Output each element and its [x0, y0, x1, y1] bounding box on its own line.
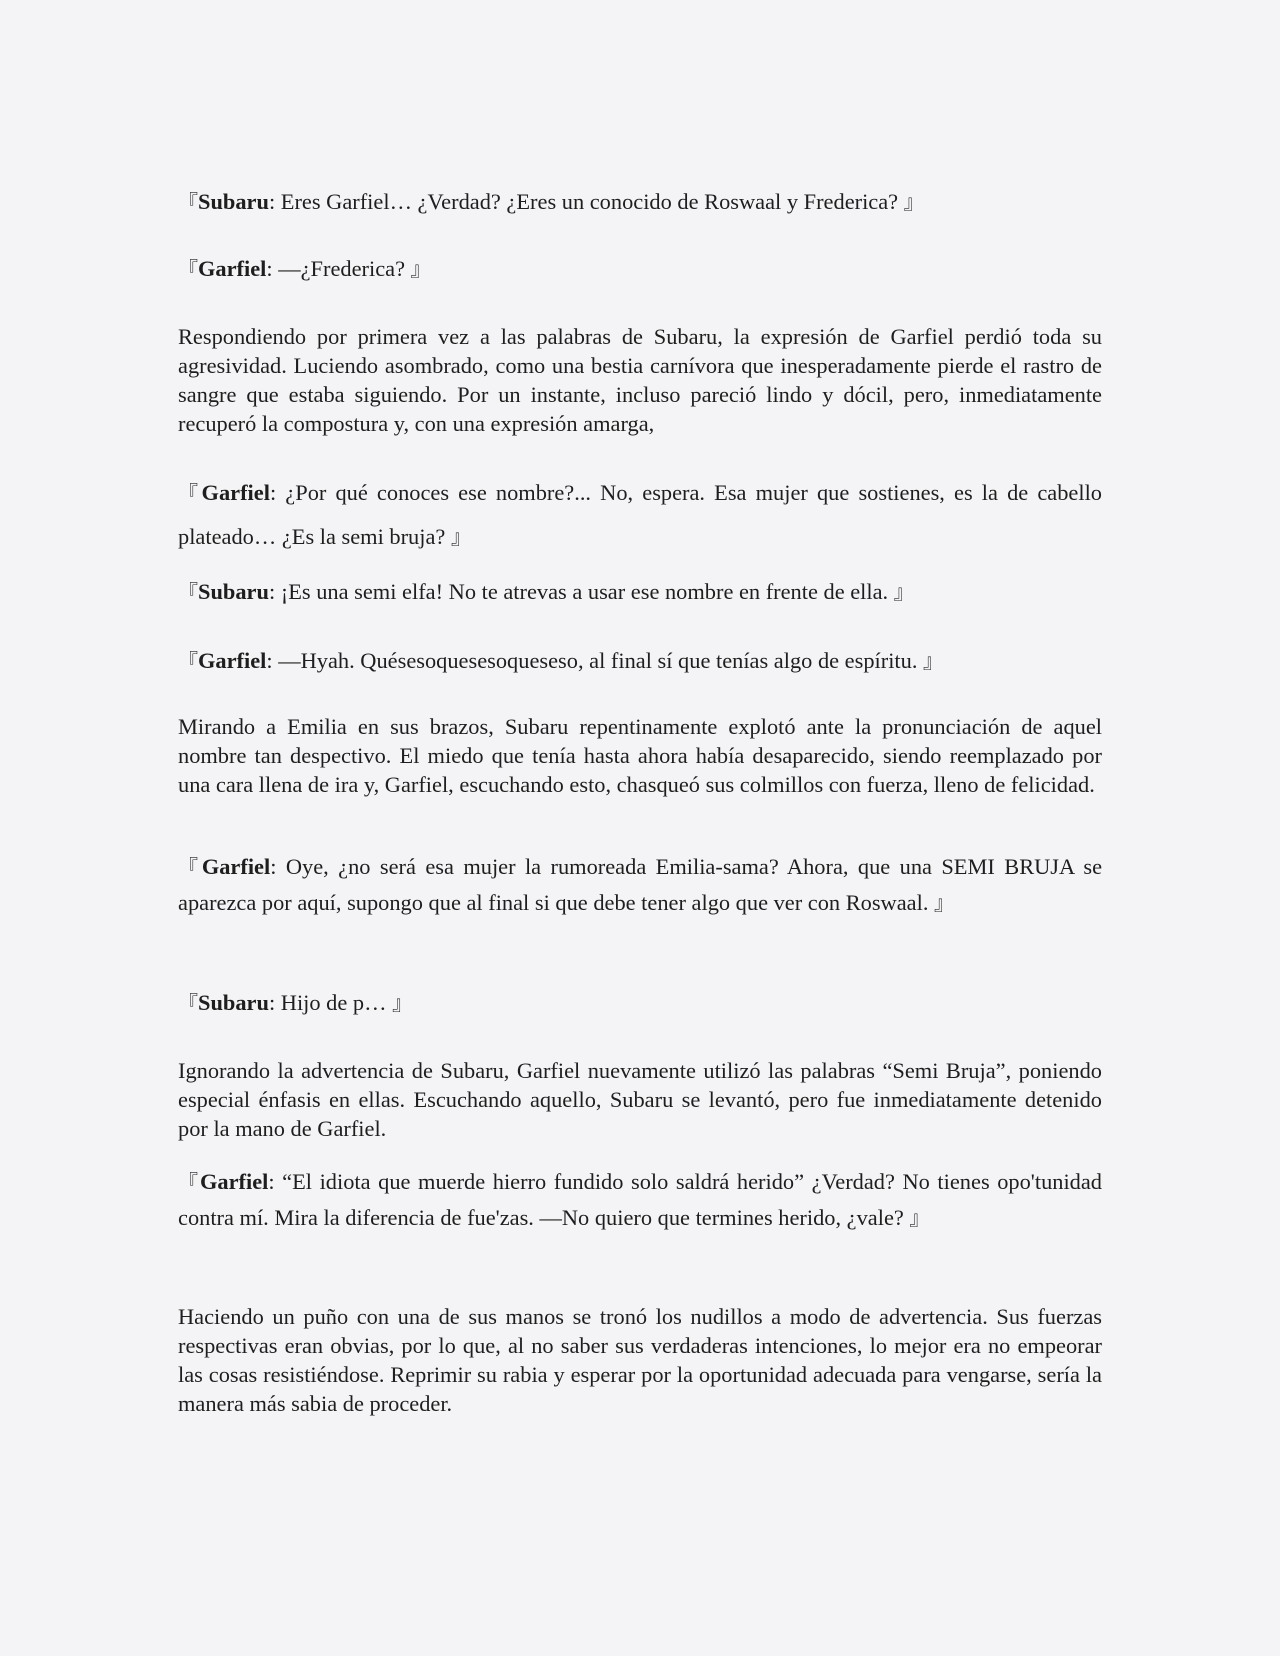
- dialogue-text: Hijo de p…: [280, 990, 393, 1015]
- open-bracket: 『: [178, 481, 202, 505]
- close-bracket: 』: [450, 525, 471, 549]
- dialogue-subaru-1: [178, 184, 924, 220]
- dialogue-subaru-2: [178, 574, 914, 610]
- close-bracket: 』: [410, 257, 431, 281]
- separator: :: [268, 1169, 283, 1194]
- open-bracket: 『: [178, 257, 198, 281]
- narration-paragraph-1: Respondiendo por primera vez a las palabras de Subaru, la expresión de Garfiel perdió toda su agresividad. Luciendo asombrado, como una bestia carnívora que inesperadamente pierde el rastro de sangre que estaba siguiendo. Por un instante, incluso pareció lindo y dócil, pero, inmediatamente recuperó la compostura y, con una expresión amarga,: [178, 324, 1102, 436]
- speaker-name: Garfiel: [198, 256, 267, 281]
- dialogue-garfiel-3: [178, 643, 943, 679]
- speaker-name: Garfiel: [198, 648, 267, 673]
- close-bracket: 』: [934, 891, 955, 915]
- separator: :: [268, 579, 281, 604]
- dialogue-text: ¿Por qué conoces ese nombre?... No, espera. Esa mujer que sostienes, es la de cabello plateado… ¿Es la semi bruja?: [178, 480, 1103, 549]
- dialogue-garfiel-1: [178, 251, 431, 287]
- dialogue-text: “El idiota que muerde hierro fundido solo saldrá herido” ¿Verdad? No tienes opo'tunidad contra mí. Mira la diferencia de fue'zas. —No quiero que termines herido, ¿vale?: [178, 1169, 1103, 1230]
- speaker-name: Garfiel: [199, 1169, 269, 1194]
- separator: :: [269, 480, 286, 505]
- dialogue-garfiel-4: [178, 849, 1102, 921]
- open-bracket: 『: [178, 855, 202, 879]
- dialogue-garfiel-2: [178, 471, 1102, 559]
- open-bracket: 『: [178, 649, 198, 673]
- separator: :: [270, 854, 286, 879]
- dialogue-garfiel-5: [178, 1164, 1102, 1236]
- separator: :: [268, 189, 281, 214]
- close-bracket: 』: [392, 991, 413, 1015]
- close-bracket: 』: [893, 580, 914, 604]
- narration-paragraph-3: Ignorando la advertencia de Subaru, Garfiel nuevamente utilizó las palabras “Semi Bruja”, poniendo especial énfasis en ellas. Escuchando aquello, Subaru se levantó, pero fue inmediatamente detenido por la mano de Garfiel.: [178, 1058, 1102, 1141]
- narration-paragraph-4: Haciendo un puño con una de sus manos se tronó los nudillos a modo de advertencia. Sus fuerzas respectivas eran obvias, por lo que, al no saber sus verdaderas intenciones, lo mejor era no empeorar las cosas resistiéndose. Reprimir su rabia y esperar por la oportunidad adecuada para vengarse, sería la manera más sabia de proceder.: [178, 1304, 1102, 1416]
- open-bracket: 『: [178, 580, 198, 604]
- speaker-name: Subaru: [198, 189, 269, 214]
- separator: :: [266, 648, 279, 673]
- speaker-name: Subaru: [198, 990, 269, 1015]
- open-bracket: 『: [178, 1170, 200, 1194]
- close-bracket: 』: [909, 1206, 930, 1230]
- dialogue-text: Eres Garfiel… ¿Verdad? ¿Eres un conocido de Roswaal y Frederica?: [280, 189, 904, 214]
- dialogue-text: Oye, ¿no será esa mujer la rumoreada Emilia-sama? Ahora, que una SEMI BRUJA se aparezca por aquí, supongo que al final si que debe tener algo que ver con Roswaal.: [178, 854, 1103, 915]
- dialogue-text: —Hyah. Quésesoquesesoqueseso, al final sí que tenías algo de espíritu.: [278, 648, 924, 673]
- speaker-name: Garfiel: [201, 480, 270, 505]
- speaker-name: Subaru: [198, 579, 269, 604]
- close-bracket: 』: [923, 649, 944, 673]
- separator: :: [266, 256, 279, 281]
- dialogue-text: —¿Frederica?: [278, 256, 411, 281]
- speaker-name: Garfiel: [201, 854, 271, 879]
- open-bracket: 『: [178, 991, 198, 1015]
- narration-paragraph-2: Mirando a Emilia en sus brazos, Subaru repentinamente explotó ante la pronunciación de aquel nombre tan despectivo. El miedo que tenía hasta ahora había desaparecido, siendo reemplazado por una cara llena de ira y, Garfiel, escuchando esto, chasqueó sus colmillos con fuerza, lleno de felicidad.: [178, 714, 1102, 797]
- open-bracket: 『: [178, 190, 198, 214]
- dialogue-subaru-3: [178, 985, 412, 1021]
- separator: :: [268, 990, 281, 1015]
- dialogue-text: ¡Es una semi elfa! No te atrevas a usar ese nombre en frente de ella.: [280, 579, 894, 604]
- close-bracket: 』: [903, 190, 924, 214]
